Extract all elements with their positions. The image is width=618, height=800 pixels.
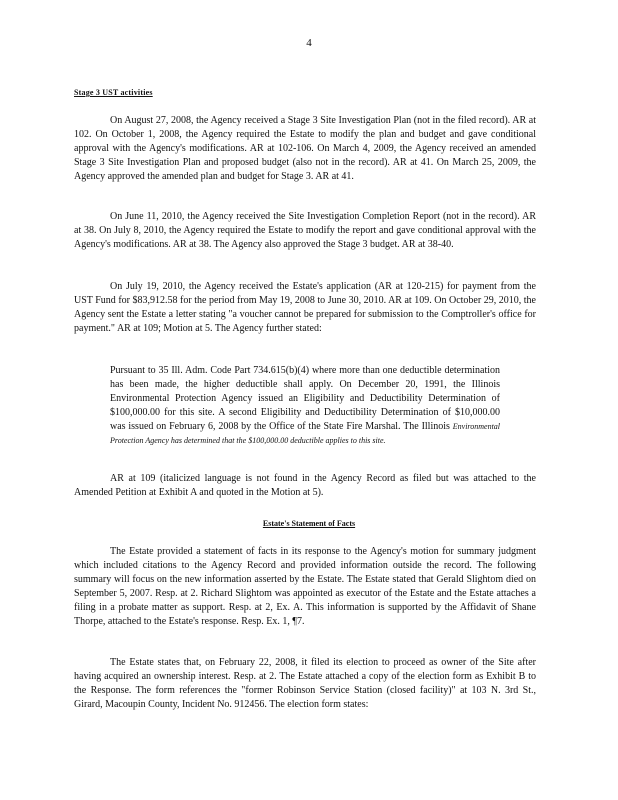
paragraph-payment-application: On July 19, 2010, the Agency received the Estate's application (AR at 120-215) for payment from the UST Fund for $83,912.58 for the period from May 19, 2008 to June 30, 2010. AR at 109. On October 29, 2010, the Agency sent the Estate a letter stating "a voucher cannot be prepared for submission to the Comptroller's office for payment." AR at 109; Motion at 5. The Agency further stated: <box>74 281 536 334</box>
section-heading-facts: Estate's Statement of Facts <box>262 519 356 528</box>
page-number: 4 <box>306 37 312 49</box>
paragraph-election: The Estate states that, on February 22, 2008, it filed its election to proceed as owner of the Site after having acquired an ownership interest. Resp. at 2. The Estate attached a copy of the election form as Exhibit B to the Response. The form references the "former Robinson Service Station (closed facility)" at 103 N. 3rd St., Girard, Macoupin County, Incident No. 912456. The election form states: <box>74 657 536 710</box>
section-heading-stage3: Stage 3 UST activities <box>74 88 153 97</box>
paragraph-stage3-plan: On August 27, 2008, the Agency received a Stage 3 Site Investigation Plan (not in the filed record). AR at 102. On October 1, 2008, the Agency required the Estate to modify the plan and budget and gave conditional approval with the Agency's modifications. AR at 102-106. On March 4, 2009, the Agency received an amended Stage 3 Site Investigation Plan and proposed budget (also not in the record). AR at 41. On March 25, 2009, the Agency approved the amended plan and budget for Stage 3. AR at 41. <box>74 115 536 182</box>
block-quote-italic: Environmental Protection Agency has determined that the $100,000.00 deductible applies to this site. <box>110 422 501 445</box>
paragraph-completion-report: On June 11, 2010, the Agency received the Site Investigation Completion Report (not in the record). AR at 38. On July 8, 2010, the Agency required the Estate to modify the report and gave conditional approval with the Agency's modifications. AR at 38. The Agency also approved the Stage 3 budget. AR at 38-40. <box>74 211 536 250</box>
block-quote-text: Pursuant to 35 Ill. Adm. Code Part 734.615(b)(4) where more than one deductible determination has been made, the higher deductible shall apply. On December 20, 1991, the Illinois Environmental Protection Agency issued an Eligibility and Deductibility Determination of $100,000.00 for this site. A second Eligibility and Deductibility Determination of $10,000.00 was issued on February 6, 2008 by the Office of the State Fire Marshal. The Illinois <box>110 365 500 432</box>
paragraph-ar-citation: AR at 109 (italicized language is not found in the Agency Record as filed but was attached to the Amended Petition at Exhibit A and quoted in the Motion at 5). <box>74 473 536 498</box>
paragraph-estate-facts: The Estate provided a statement of facts in its response to the Agency's motion for summary judgment which included citations to the Agency Record and provided information outside the record. The following summary will focus on the new information asserted by the Estate. The Estate stated that Gerald Slightom died on September 5, 2007. Resp. at 2. Richard Slightom was appointed as executor of the Estate and the Estate attaches a filing in a probate matter as support. Resp. at 2, Ex. A. This information is supported by the Affidavit of Shane Thorpe, attached to the Estate's response. Resp. Ex. 1, ¶7. <box>74 546 536 627</box>
block-quote-agency-letter <box>110 364 500 448</box>
